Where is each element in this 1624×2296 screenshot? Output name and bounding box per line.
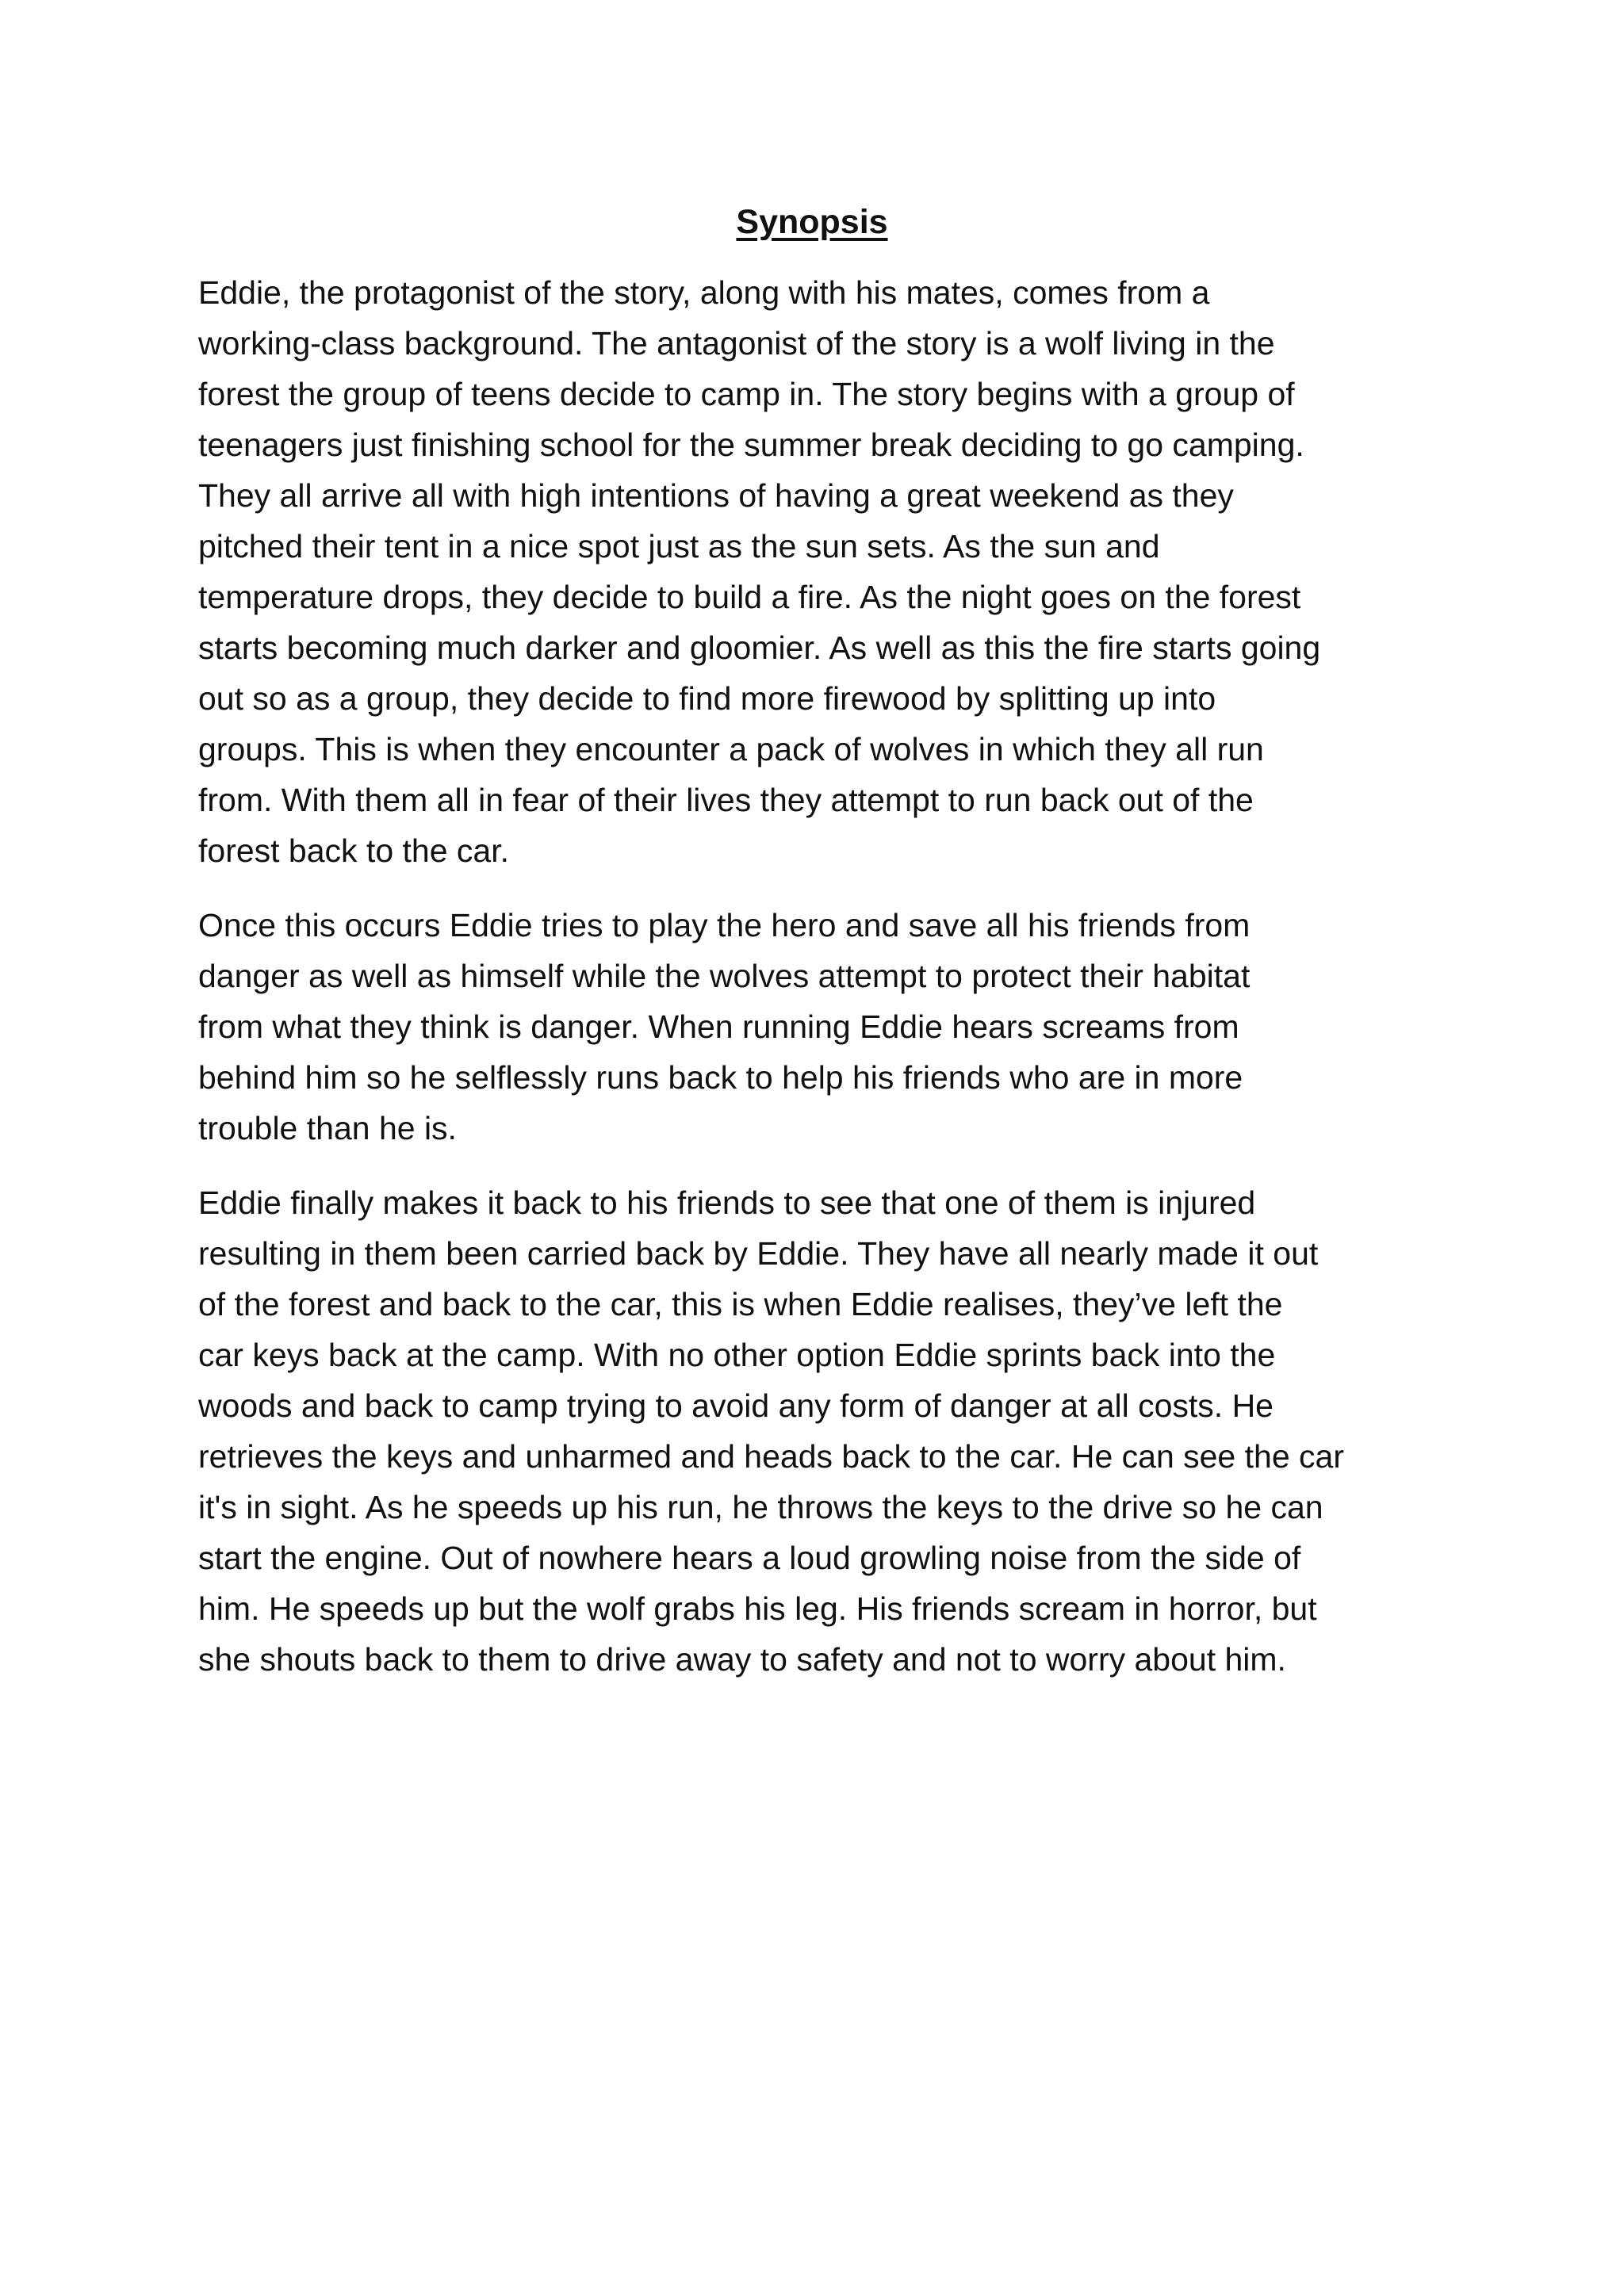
text-line: Once this occurs Eddie tries to play the hero and save all his friends from [198,907,1251,943]
text-line: Eddie, the protagonist of the story, along with his mates, comes from a [198,274,1210,311]
paragraph-3 [198,1177,1435,1685]
document-body [198,267,1435,1709]
text-line: start the engine. Out of nowhere hears a loud growling noise from the side of [198,1540,1301,1576]
text-line: woods and back to camp trying to avoid any form of danger at all costs. He [198,1387,1274,1424]
text-line: forest the group of teens decide to camp in. The story begins with a group of [198,376,1295,412]
text-line: forest back to the car. [198,832,509,869]
document-title: Synopsis [736,203,888,241]
text-line: it's in sight. As he speeds up his run, he throws the keys to the drive so he can [198,1489,1323,1525]
text-line: danger as well as himself while the wolves attempt to protect their habitat [198,958,1251,994]
text-line: out so as a group, they decide to find more firewood by splitting up into [198,680,1216,717]
text-line: temperature drops, they decide to build a fire. As the night goes on the forest [198,579,1301,615]
text-line: behind him so he selflessly runs back to help his friends who are in more [198,1059,1243,1096]
text-line: groups. This is when they encounter a pack of wolves in which they all run [198,731,1264,767]
text-line: resulting in them been carried back by Eddie. They have all nearly made it out [198,1235,1319,1272]
text-line: from. With them all in fear of their lives they attempt to run back out of the [198,782,1254,818]
text-line: Eddie finally makes it back to his friends to see that one of them is injured [198,1184,1256,1221]
text-line: They all arrive all with high intentions of having a great weekend as they [198,477,1234,514]
text-line: him. He speeds up but the wolf grabs his leg. His friends scream in horror, but [198,1590,1317,1627]
paragraph-1 [198,267,1435,876]
text-line: starts becoming much darker and gloomier. As well as this the fire starts going [198,629,1321,666]
paragraph-2 [198,900,1435,1154]
text-line: from what they think is danger. When running Eddie hears screams from [198,1008,1239,1045]
text-line: teenagers just finishing school for the summer break deciding to go camping. [198,427,1304,463]
text-line: trouble than he is. [198,1110,457,1146]
text-line: working-class background. The antagonist of the story is a wolf living in the [198,325,1275,362]
text-line: retrieves the keys and unharmed and heads back to the car. He can see the car [198,1438,1344,1475]
text-line: of the forest and back to the car, this is when Eddie realises, they’ve left the [198,1286,1283,1322]
text-line: she shouts back to them to drive away to safety and not to worry about him. [198,1641,1286,1678]
text-line: pitched their tent in a nice spot just as the sun sets. As the sun and [198,528,1160,564]
text-line: car keys back at the camp. With no other option Eddie sprints back into the [198,1337,1276,1373]
